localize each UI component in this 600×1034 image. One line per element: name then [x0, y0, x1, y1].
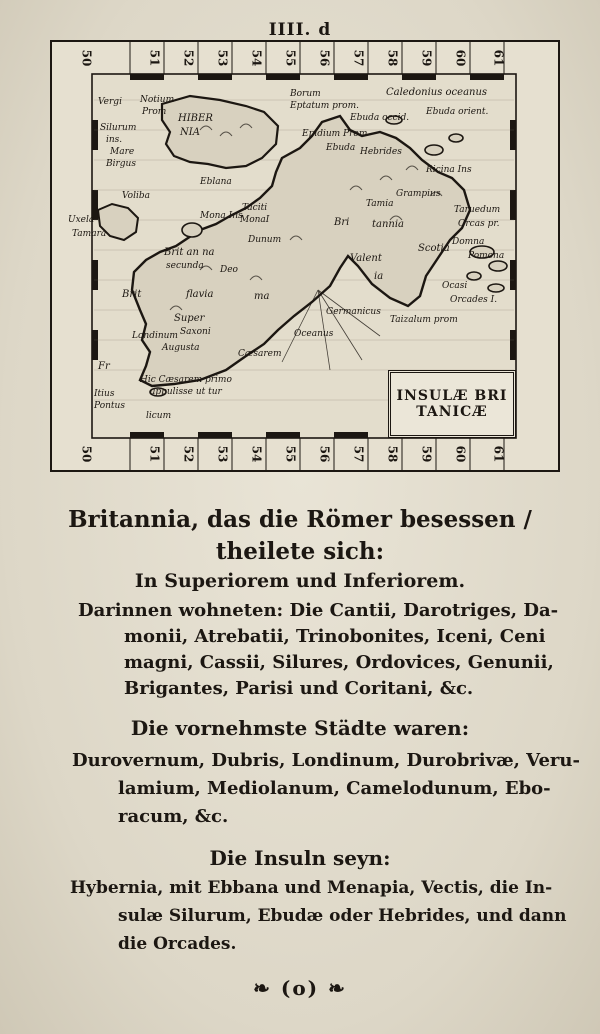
cartouche-line: TANICÆ: [416, 404, 488, 420]
heading-britannia: Britannia, das die Römer besessen /: [68, 506, 532, 533]
label-ma: ma: [254, 291, 270, 302]
degree-bottom: 61: [491, 445, 506, 463]
label-deo: Deo: [220, 265, 238, 275]
degree-bottom: 55: [283, 445, 298, 463]
degree-top: 52: [181, 49, 196, 67]
label-taizalum: Taizalum prom: [390, 315, 458, 325]
paragraph-line: Durovernum, Dubris, Londinum, Durobrivæ, Veru-: [72, 750, 580, 771]
label-voliba: Voliba: [122, 191, 150, 201]
degree-bottom: 57: [351, 445, 366, 463]
label-flavia: flavia: [186, 289, 214, 300]
label-fr: Fr: [98, 361, 110, 372]
label-prom: Prom: [142, 107, 167, 117]
label-appulisse: appulisse ut tur: [150, 387, 222, 397]
heading-theilete: theilete sich:: [215, 538, 385, 565]
label-domna: Domna: [452, 237, 485, 247]
label-saxoni: Saxoni: [180, 327, 211, 337]
degree-top: 50: [79, 49, 94, 67]
heading-staedte: Die vornehmste Städte waren:: [130, 716, 470, 740]
label-borum: Borum: [290, 89, 321, 99]
degree-top: 59: [419, 49, 434, 67]
degree-top: 61: [491, 49, 506, 67]
paragraph-line: Hybernia, mit Ebbana und Menapia, Vectis, die In-: [70, 878, 553, 898]
label-caesarem: Hic Cæsarem primo: [140, 375, 232, 385]
degree-top: 60: [453, 49, 468, 67]
degree-bottom: 58: [385, 445, 400, 463]
degree-bottom: 52: [181, 445, 196, 463]
label-orcas: Orcas pr.: [458, 219, 500, 229]
label-taciti: Taciti: [242, 203, 268, 213]
degree-top: 56: [317, 49, 332, 67]
label-nia: NIA: [180, 127, 200, 138]
label-tannia: tannia: [372, 219, 405, 230]
paragraph-line: Brigantes, Parisi und Coritani, &c.: [124, 678, 474, 699]
cartouche-line: INSULÆ BRI: [396, 387, 508, 404]
degree-bottom: 56: [317, 445, 332, 463]
degree-top: 55: [283, 49, 298, 67]
label-uxela: Uxela: [68, 215, 95, 225]
label-pontus: Pontus: [94, 401, 125, 411]
label-mona: Mona Ins: [200, 211, 243, 221]
degree-top: 53: [215, 49, 230, 67]
label-ricina: Ricina Ins: [426, 165, 472, 175]
paragraph-line: lamium, Mediolanum, Camelodunum, Ebo-: [118, 778, 551, 799]
label-dunum: Dunum: [248, 235, 282, 245]
page-signature: IIII. d: [268, 20, 332, 40]
label-valentia: Valent: [350, 253, 382, 264]
paragraph-line: racum, &c.: [118, 806, 229, 827]
label-oceanus: Oceanus: [294, 329, 334, 339]
label-ia: ia: [374, 271, 384, 282]
map-plate: [50, 40, 560, 472]
label-germanicus: Germanicus: [326, 307, 381, 317]
label-augusta: Augusta: [162, 343, 200, 353]
label-epidium: Epidium Prom: [302, 129, 368, 139]
degree-top: 54: [249, 49, 264, 67]
label-birgus: Birgus: [106, 159, 136, 169]
label-ebuda: Ebuda: [326, 143, 356, 153]
degree-bottom: 50: [79, 445, 94, 463]
label-notium: Notium: [140, 95, 175, 105]
label-caledonius: Caledonius oceanus: [386, 87, 488, 98]
degree-top: 58: [385, 49, 400, 67]
label-caesarem2: Cæsarem: [238, 349, 282, 359]
label-secunda: secunda: [166, 261, 204, 271]
map-cartouche: [388, 370, 516, 438]
label-licum: licum: [146, 411, 172, 421]
label-vergi: Vergi: [98, 97, 122, 107]
degree-bottom: 60: [453, 445, 468, 463]
label-ebuda-occid: Ebuda occid.: [350, 113, 410, 123]
label-taruedum: Taruedum: [454, 205, 501, 215]
paragraph-line: magni, Cassii, Silures, Ordovices, Genunii,: [124, 652, 554, 673]
label-pomona: Pomona: [468, 251, 505, 261]
label-tamia: Tamia: [366, 199, 394, 209]
label-bri: Bri: [334, 217, 350, 228]
label-silurum: Silurum: [100, 123, 137, 133]
degree-bottom: 53: [215, 445, 230, 463]
label-orcades: Orcades I.: [450, 295, 498, 305]
label-eptatum: Eptatum prom.: [290, 101, 359, 111]
paragraph-line: monii, Atrebatii, Trinobonites, Iceni, Ceni: [124, 626, 546, 647]
degree-bottom: 51: [147, 445, 162, 463]
label-itius: Itius: [94, 389, 115, 399]
degree-top: 51: [147, 49, 162, 67]
label-monai: MonaI: [240, 215, 270, 225]
label-mare: Mare: [110, 147, 135, 157]
degree-bottom: 54: [249, 445, 264, 463]
paragraph-line: sulæ Silurum, Ebudæ oder Hebrides, und dann: [118, 906, 567, 926]
label-britannia-secunda: Brit an na: [164, 247, 215, 258]
label-scotia: Scotia: [418, 243, 450, 254]
degree-bottom: 59: [419, 445, 434, 463]
label-grampius: Grampius: [396, 189, 441, 199]
degree-top: 57: [351, 49, 366, 67]
label-hebrides: Hebrides: [360, 147, 402, 157]
label-super: Super: [174, 313, 205, 324]
ornament-footer: ❧ (o) ❧: [253, 976, 347, 1000]
label-hibernia: HIBER: [178, 113, 213, 124]
paragraph-line: die Orcades.: [118, 934, 237, 954]
label-brit: Brit: [122, 289, 142, 300]
label-tamara: Tamara: [72, 229, 107, 239]
label-eblana: Eblana: [200, 177, 232, 187]
heading-insuln: Die Insuln seyn:: [209, 846, 391, 870]
paragraph-line: Darinnen wohneten: Die Cantii, Darotriges, Da-: [78, 600, 559, 621]
label-londinium: Londinum: [132, 331, 178, 341]
label-occasi: Ocasi: [442, 281, 468, 291]
label-ebuda-orient: Ebuda orient.: [426, 107, 489, 117]
label-ins: ins.: [106, 135, 123, 145]
heading-superiorem: In Superiorem und Inferiorem.: [134, 570, 466, 592]
